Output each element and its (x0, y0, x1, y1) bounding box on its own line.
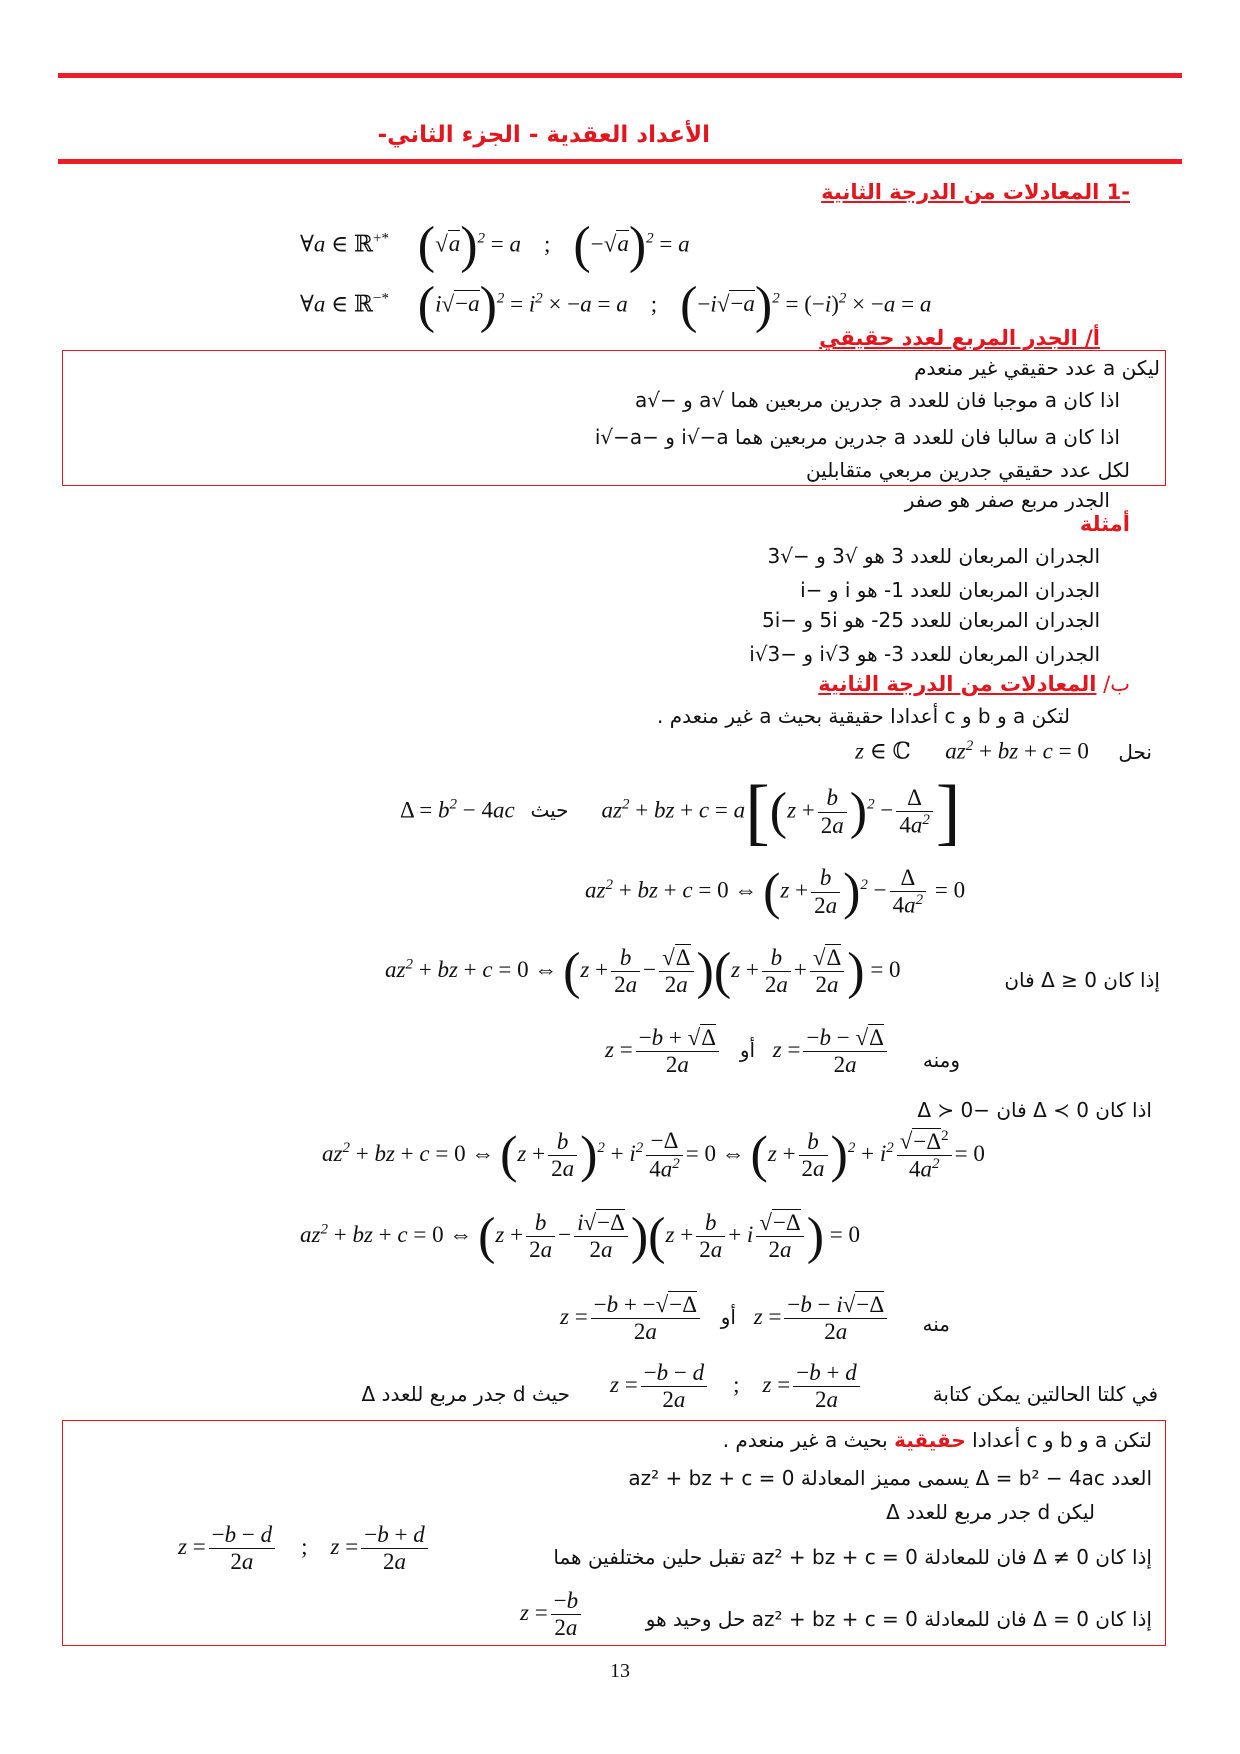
box2-line1 (723, 1428, 1152, 1452)
where-label: حيث (530, 798, 569, 823)
case-delta-negative: اذا كان Δ ≺ 0 فان −Δ ≻ 0 (917, 1098, 1152, 1122)
section1-number: -1 (1106, 180, 1130, 204)
from-label: منه (922, 1312, 950, 1336)
box1-line2: اذا كان a موجبا فان للعدد a جدرين مربعين هما √a و −√a (635, 388, 1120, 412)
or-label-2: أو (720, 1305, 736, 1330)
both-cases-text: في كلتا الحالتين يمكن كتابة (932, 1382, 1158, 1406)
hence-label: ومنه (922, 1048, 960, 1072)
let-coefficients: لتكن a و b و c أعدادا حقيقية بحيث a غير منعدم . (657, 704, 1070, 728)
where-d-text: حيث d جدر مربع للعدد Δ (361, 1382, 570, 1406)
example-1: الجدران المربعان للعدد 3 هو √3 و −√3 (767, 544, 1100, 568)
equivalent-equation-1: $az^2$ + bz + c = 0 ⇔ (z + $\frac{b}{2a}$ )$^2$ − $\frac{\Delta}{4a^2}$ = 0 (585, 863, 966, 921)
solutions-positive: z = $\frac{-b + √\Delta}{2a}$ أو z = $\frac{-b - √\Delta}{2a}$ (605, 1025, 890, 1079)
examples-heading: أمثلة (1079, 512, 1130, 536)
box2-line5: إذا كان Δ = 0 فان للمعادلة az² + bz + c = 0 حل وحيد هو (645, 1607, 1152, 1631)
box1-line1: ليكن a عدد حقيقي غير منعدم (914, 356, 1160, 380)
box2-line1-highlight: حقيقية (894, 1428, 966, 1452)
title-rule (58, 159, 1182, 164)
solve-label: نحل (1118, 740, 1152, 764)
or-label-1: أو (739, 1038, 756, 1063)
example-4: الجدران المربعان للعدد 3- هو i√3 و −i√3 (749, 642, 1100, 666)
section1-title: المعادلات من الدرجة الثانية (821, 180, 1100, 204)
example-3: الجدران المربعان للعدد 25- هو 5i و −5i (761, 608, 1100, 632)
page-title: الأعداد العقدية - الجزء الثاني- (377, 122, 710, 148)
solutions-negative: z = $\frac{-b + -√-\Delta}{2a}$ أو z = $\frac{-b - i√-\Delta}{2a}$ (560, 1292, 890, 1346)
equivalent-equation-negative: $az^2$ + bz + c = 0 ⇔ (z + $\frac{b}{2a}$ )$^2 + i^2$ $\frac{-\Delta}{4a^2}$ = 0 ⇔ (z + $\frac{b}{2a}$ )$^2 + i^2$ $\frac{√-\Delta^2}{4a^2}$ = 0 (322, 1126, 985, 1184)
box2-two-solutions: z = $\frac{-b - d}{2a}$ ; z = $\frac{-b + d}{2a}$ (178, 1522, 431, 1576)
section1-heading (821, 180, 1130, 204)
equation-to-solve: z ∈ ℂ $az^2$ + bz + c = 0 (855, 738, 1089, 764)
box2-line2: العدد Δ = b² − 4ac يسمى مميز المعادلة az² + bz + c = 0 (628, 1466, 1152, 1490)
sub-a-heading: أ/ الجدر المربع لعدد حقيقي (819, 326, 1100, 350)
box2-unique-solution: z = $\frac{-b}{2a}$ (520, 1588, 584, 1642)
box2-line3: ليكن d جدر مربع للعدد Δ (886, 1500, 1095, 1524)
box2-line1-pre: لتكن a و b و c أعدادا (965, 1428, 1152, 1452)
case-delta-positive: إذا كان Δ ≥ 0 فان (1004, 968, 1160, 992)
box1-line4: لكل عدد حقيقي جدرين مربعي متقابلين (805, 458, 1130, 482)
factored-negative: $az^2$ + bz + c = 0 ⇔ (z + $\frac{b}{2a}$ − $\frac{i√-\Delta}{2a}$ )(z + $\frac{b}{2a}$ + i $\frac{√-\Delta}{2a}$ ) = 0 (300, 1207, 861, 1265)
top-rule (58, 73, 1182, 78)
canonical-form: $\Delta = b^2 - 4ac$ حيث $az^2$ + bz + c = a[(z + $\frac{b}{2a}$ )$^2$ − $\frac{\Delta}{4a^2}$ ] (400, 771, 961, 853)
sub-b-heading (818, 672, 1130, 696)
sub-b-title: المعادلات من الدرجة الثانية (818, 672, 1097, 696)
sub-b-prefix: ب/ (1103, 672, 1130, 696)
box1-line3: اذا كان a سالبا فان للعدد a جدرين مربعين هما i√−a و −i√−a (594, 425, 1120, 449)
example-2: الجدران المربعان للعدد 1- هو i و −i (800, 578, 1100, 602)
formula-negative: ∀a ∈ ℝ−* $(i√-a)^2 = i^2 \times -a = a$ ; $(-i√-a)^2 = (-i)^2 \times -a = a$ (300, 277, 932, 334)
box2-line1-post: بحيث a غير منعدم . (722, 1428, 895, 1452)
general-solutions: z = $\frac{-b - d}{2a}$ ; z = $\frac{-b + d}{2a}$ (610, 1360, 863, 1414)
page-number: 13 (610, 1660, 630, 1682)
factored-positive: $az^2$ + bz + c = 0 ⇔ (z + $\frac{b}{2a}$ − $\frac{√\Delta}{2a}$ )(z + $\frac{b}{2a}$ + $\frac{√\Delta}{2a}$ ) = 0 (385, 942, 901, 1000)
zero-root-text: الجدر مربع صفر هو صفر (904, 488, 1110, 512)
formula-positive: ∀a ∈ ℝ+* $(√a)^2 = a$ ; $(-√a)^2 = a$ (300, 217, 690, 274)
box2-line4: إذا كان Δ ≠ 0 فان للمعادلة az² + bz + c = 0 تقبل حلين مختلفين هما (553, 1545, 1152, 1569)
